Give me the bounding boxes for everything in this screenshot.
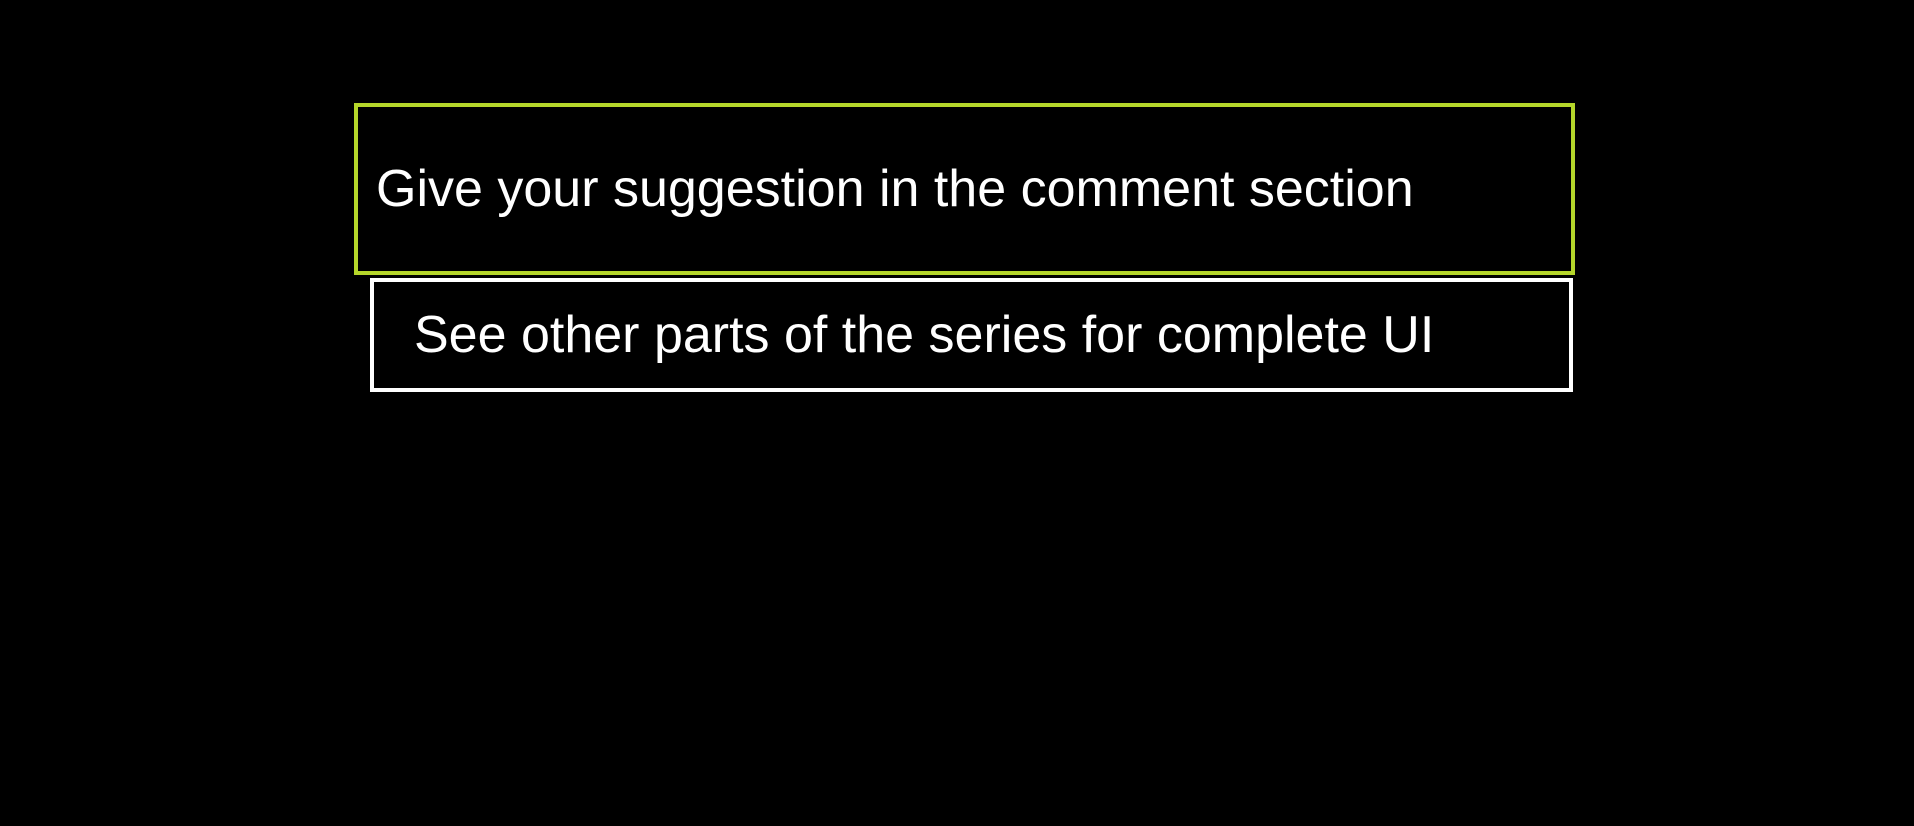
suggestion-text: Give your suggestion in the comment section	[376, 160, 1414, 218]
series-text: See other parts of the series for complete UI	[414, 306, 1435, 364]
series-callout	[370, 278, 1573, 392]
suggestion-callout	[354, 103, 1575, 275]
